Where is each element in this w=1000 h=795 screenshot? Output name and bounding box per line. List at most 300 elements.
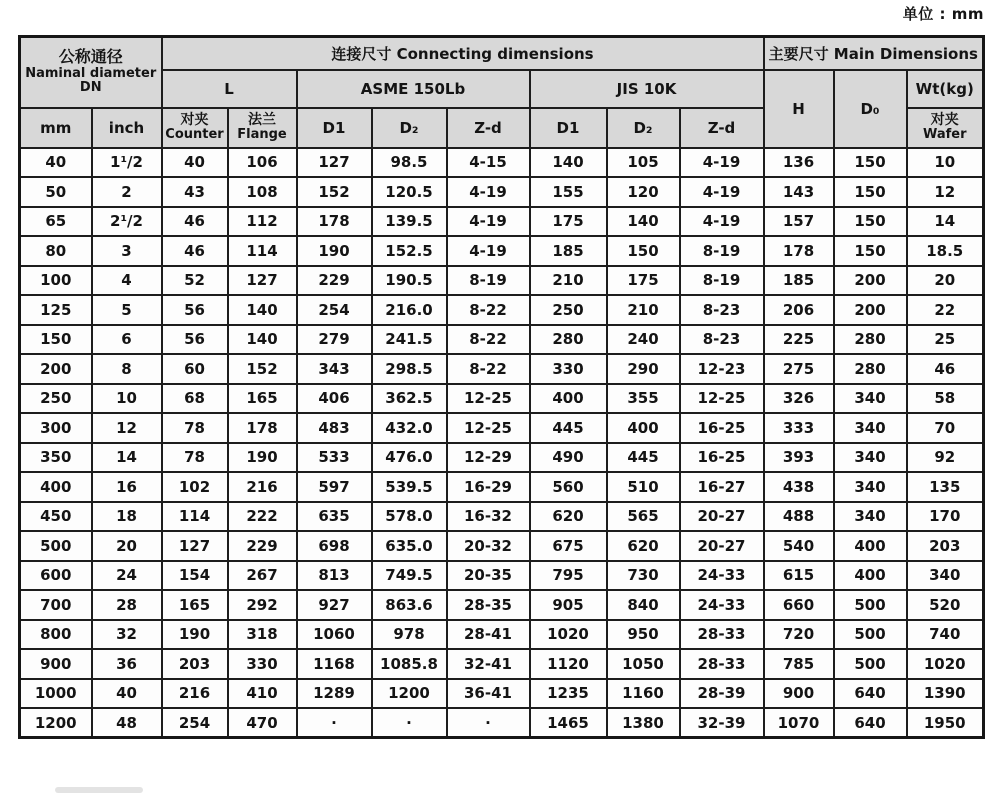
table-cell: 1070 (764, 708, 834, 738)
table-cell: 500 (834, 649, 907, 679)
table-cell: · (372, 708, 447, 738)
table-cell: 14 (92, 443, 162, 473)
table-cell: 343 (297, 354, 372, 384)
table-cell: 12-25 (680, 384, 764, 414)
table-cell: 150 (20, 325, 92, 355)
table-cell: 2 (92, 177, 162, 207)
table-cell: 8-22 (447, 354, 530, 384)
table-cell: 340 (834, 413, 907, 443)
flange-zh: 法兰 (248, 112, 276, 129)
table-cell: 393 (764, 443, 834, 473)
table-cell: 520 (907, 590, 984, 620)
table-cell: 28-33 (680, 649, 764, 679)
table-cell: 1¹/2 (92, 148, 162, 178)
table-cell: 597 (297, 472, 372, 502)
table-cell: 229 (228, 531, 297, 561)
header-h: H (764, 70, 834, 148)
table-cell: 362.5 (372, 384, 447, 414)
table-cell: 114 (162, 502, 228, 532)
table-cell: 450 (20, 502, 92, 532)
table-cell: 16-32 (447, 502, 530, 532)
table-cell: 28 (92, 590, 162, 620)
table-cell: 78 (162, 443, 228, 473)
table-cell: 12-23 (680, 354, 764, 384)
table-cell: 203 (162, 649, 228, 679)
table-cell: 28-41 (447, 620, 530, 650)
table-row (20, 236, 984, 266)
table-cell: 578.0 (372, 502, 447, 532)
table-cell: 8-22 (447, 325, 530, 355)
table-cell: 749.5 (372, 561, 447, 591)
table-cell: 1168 (297, 649, 372, 679)
table-cell: 1465 (530, 708, 607, 738)
table-cell: 318 (228, 620, 297, 650)
table-cell: 1289 (297, 679, 372, 709)
table-row (20, 502, 984, 532)
table-cell: 500 (20, 531, 92, 561)
table-cell: 100 (20, 266, 92, 296)
table-cell: 8-23 (680, 295, 764, 325)
table-cell: 1020 (907, 649, 984, 679)
table-cell: 216 (162, 679, 228, 709)
table-cell: 222 (228, 502, 297, 532)
table-cell: 114 (228, 236, 297, 266)
nominal-diameter-en: Naminal diameter (25, 65, 157, 81)
table-cell: 46 (907, 354, 984, 384)
table-cell: 152 (297, 177, 372, 207)
table-cell: 483 (297, 413, 372, 443)
table-cell: 108 (228, 177, 297, 207)
table-row (20, 531, 984, 561)
table-cell: 635 (297, 502, 372, 532)
table-cell: 476.0 (372, 443, 447, 473)
table-cell: 355 (607, 384, 680, 414)
table-cell: 950 (607, 620, 680, 650)
header-counter (162, 108, 228, 148)
table-cell: 210 (607, 295, 680, 325)
table-cell: 800 (20, 620, 92, 650)
table-cell: 863.6 (372, 590, 447, 620)
table-cell: 2¹/2 (92, 207, 162, 237)
table-row (20, 148, 984, 178)
table-cell: 298.5 (372, 354, 447, 384)
header-mm: mm (20, 108, 92, 148)
table-cell: 14 (907, 207, 984, 237)
table-cell: 795 (530, 561, 607, 591)
table-cell: 127 (162, 531, 228, 561)
table-cell: 640 (834, 679, 907, 709)
table-cell: 280 (530, 325, 607, 355)
table-row (20, 708, 984, 738)
table-cell: 540 (764, 531, 834, 561)
table-cell: 1050 (607, 649, 680, 679)
table-cell: 20 (907, 266, 984, 296)
table-cell: 275 (764, 354, 834, 384)
table-cell: 400 (607, 413, 680, 443)
table-row (20, 295, 984, 325)
flange-en: Flange (237, 127, 287, 143)
table-cell: 135 (907, 472, 984, 502)
table-cell: 98.5 (372, 148, 447, 178)
table-cell: 229 (297, 266, 372, 296)
table-cell: 4-19 (447, 207, 530, 237)
table-cell: 533 (297, 443, 372, 473)
table-cell: 1390 (907, 679, 984, 709)
header-jis-zd: Z-d (680, 108, 764, 148)
table-cell: 190 (162, 620, 228, 650)
table-cell: 105 (607, 148, 680, 178)
table-row (20, 561, 984, 591)
table-cell: 60 (162, 354, 228, 384)
table-cell: 267 (228, 561, 297, 591)
table-cell: 48 (92, 708, 162, 738)
wafer-zh: 对夹 (930, 112, 959, 129)
table-cell: 22 (907, 295, 984, 325)
table-cell: 165 (228, 384, 297, 414)
table-cell: 157 (764, 207, 834, 237)
table-row (20, 620, 984, 650)
table-cell: 254 (162, 708, 228, 738)
table-cell: 178 (297, 207, 372, 237)
table-cell: 900 (764, 679, 834, 709)
table-cell: 1000 (20, 679, 92, 709)
table-cell: 36-41 (447, 679, 530, 709)
header-wafer (907, 108, 984, 148)
scan-artifact (55, 787, 143, 793)
table-cell: 150 (834, 177, 907, 207)
header-asme-150lb: ASME 150Lb (297, 70, 530, 108)
table-cell: 698 (297, 531, 372, 561)
table-cell: 140 (228, 295, 297, 325)
table-cell: 175 (607, 266, 680, 296)
table-cell: 700 (20, 590, 92, 620)
table-cell: 102 (162, 472, 228, 502)
table-cell: 65 (20, 207, 92, 237)
table-cell: 279 (297, 325, 372, 355)
table-cell: 1060 (297, 620, 372, 650)
table-cell: 40 (92, 679, 162, 709)
table-cell: 200 (834, 266, 907, 296)
table-cell: 400 (834, 531, 907, 561)
table-cell: 28-33 (680, 620, 764, 650)
table-cell: 840 (607, 590, 680, 620)
table-cell: 813 (297, 561, 372, 591)
wafer-en: Wafer (922, 127, 967, 143)
header-asme-d2: D₂ (372, 108, 447, 148)
table-cell: 280 (834, 354, 907, 384)
table-cell: 4-19 (680, 177, 764, 207)
table-cell: 46 (162, 236, 228, 266)
header-asme-zd: Z-d (447, 108, 530, 148)
table-cell: 10 (92, 384, 162, 414)
header-wt-kg: Wt(kg) (907, 70, 984, 108)
header-connecting-dimensions: 连接尺寸 Connecting dimensions (162, 37, 764, 70)
table-cell: 185 (764, 266, 834, 296)
header-l-group: L (162, 70, 297, 108)
table-cell: 127 (297, 148, 372, 178)
table-row (20, 384, 984, 414)
table-cell: 203 (907, 531, 984, 561)
table-cell: 20-27 (680, 502, 764, 532)
table-cell: 730 (607, 561, 680, 591)
table-cell: 250 (20, 384, 92, 414)
table-cell: 36 (92, 649, 162, 679)
header-main-dimensions: 主要尺寸 Main Dimensions (764, 37, 984, 70)
header-flange (228, 108, 297, 148)
table-cell: 340 (834, 502, 907, 532)
table-cell: 1950 (907, 708, 984, 738)
table-cell: 300 (20, 413, 92, 443)
table-cell: 80 (20, 236, 92, 266)
table-cell: 200 (834, 295, 907, 325)
table-cell: 16-25 (680, 443, 764, 473)
table-cell: 6 (92, 325, 162, 355)
table-cell: 20-35 (447, 561, 530, 591)
table-cell: 28-39 (680, 679, 764, 709)
table-cell: 250 (530, 295, 607, 325)
table-cell: 16-29 (447, 472, 530, 502)
table-cell: 24-33 (680, 561, 764, 591)
table-cell: 500 (834, 620, 907, 650)
table-cell: 190.5 (372, 266, 447, 296)
table-cell: 20-27 (680, 531, 764, 561)
table-cell: 32-41 (447, 649, 530, 679)
table-cell: 206 (764, 295, 834, 325)
table-cell: 978 (372, 620, 447, 650)
counter-zh: 对夹 (180, 112, 209, 129)
table-cell: 1160 (607, 679, 680, 709)
table-cell: 675 (530, 531, 607, 561)
table-cell: 150 (834, 148, 907, 178)
table-cell: 40 (162, 148, 228, 178)
table-cell: 490 (530, 443, 607, 473)
table-cell: 78 (162, 413, 228, 443)
table-cell: 12 (92, 413, 162, 443)
table-cell: 165 (162, 590, 228, 620)
table-cell: 24 (92, 561, 162, 591)
table-cell: 178 (228, 413, 297, 443)
table-cell: 565 (607, 502, 680, 532)
table-cell: 8-22 (447, 295, 530, 325)
table-cell: 12 (907, 177, 984, 207)
table-cell: 43 (162, 177, 228, 207)
table-cell: 927 (297, 590, 372, 620)
table-cell: 1020 (530, 620, 607, 650)
table-cell: 8-19 (680, 236, 764, 266)
header-jis-d2: D₂ (607, 108, 680, 148)
table-cell: 400 (530, 384, 607, 414)
table-cell: 150 (834, 207, 907, 237)
table-cell: 140 (530, 148, 607, 178)
table-cell: 52 (162, 266, 228, 296)
table-cell: 50 (20, 177, 92, 207)
table-cell: 40 (20, 148, 92, 178)
table-cell: 20-32 (447, 531, 530, 561)
table-row (20, 177, 984, 207)
table-body (20, 148, 984, 738)
table-header (20, 37, 984, 148)
table-cell: 155 (530, 177, 607, 207)
table-cell: 720 (764, 620, 834, 650)
table-cell: 615 (764, 561, 834, 591)
table-row (20, 266, 984, 296)
table-cell: 216 (228, 472, 297, 502)
table-row (20, 679, 984, 709)
table-cell: 600 (20, 561, 92, 591)
table-cell: 785 (764, 649, 834, 679)
nominal-diameter-dn: DN (79, 80, 102, 96)
header-d0: D₀ (834, 70, 907, 148)
table-cell: 240 (607, 325, 680, 355)
table-cell: 16 (92, 472, 162, 502)
table-cell: 432.0 (372, 413, 447, 443)
header-jis-d1: D1 (530, 108, 607, 148)
table-cell: 254 (297, 295, 372, 325)
table-cell: 340 (834, 443, 907, 473)
table-cell: 900 (20, 649, 92, 679)
table-cell: 150 (834, 236, 907, 266)
table-cell: 1200 (20, 708, 92, 738)
table-cell: 32-39 (680, 708, 764, 738)
counter-en: Counter (165, 127, 224, 143)
table-cell: 28-35 (447, 590, 530, 620)
table-cell: · (447, 708, 530, 738)
dimensions-table (18, 35, 985, 739)
table-row (20, 413, 984, 443)
table-cell: 330 (530, 354, 607, 384)
table-row (20, 207, 984, 237)
table-cell: 200 (20, 354, 92, 384)
table-cell: 18 (92, 502, 162, 532)
table-row (20, 443, 984, 473)
table-cell: 333 (764, 413, 834, 443)
table-cell: · (297, 708, 372, 738)
table-cell: 1200 (372, 679, 447, 709)
table-cell: 350 (20, 443, 92, 473)
table-cell: 445 (607, 443, 680, 473)
table-cell: 280 (834, 325, 907, 355)
header-nominal-diameter (20, 37, 162, 108)
table-row (20, 325, 984, 355)
table-cell: 292 (228, 590, 297, 620)
table-cell: 10 (907, 148, 984, 178)
table-cell: 112 (228, 207, 297, 237)
table-cell: 620 (607, 531, 680, 561)
table-cell: 510 (607, 472, 680, 502)
table-cell: 340 (834, 472, 907, 502)
table-cell: 4-19 (447, 236, 530, 266)
header-asme-d1: D1 (297, 108, 372, 148)
table-cell: 125 (20, 295, 92, 325)
table-cell: 24-33 (680, 590, 764, 620)
table-cell: 326 (764, 384, 834, 414)
table-cell: 8-19 (680, 266, 764, 296)
table-cell: 140 (228, 325, 297, 355)
table-cell: 140 (607, 207, 680, 237)
table-cell: 150 (607, 236, 680, 266)
table-cell: 539.5 (372, 472, 447, 502)
table-cell: 4-19 (680, 207, 764, 237)
table-cell: 152 (228, 354, 297, 384)
table-cell: 241.5 (372, 325, 447, 355)
table-cell: 400 (834, 561, 907, 591)
table-cell: 4-15 (447, 148, 530, 178)
table-cell: 225 (764, 325, 834, 355)
table-row (20, 354, 984, 384)
table-cell: 4-19 (447, 177, 530, 207)
table-cell: 20 (92, 531, 162, 561)
table-cell: 8 (92, 354, 162, 384)
nominal-diameter-zh: 公称通径 (58, 47, 123, 67)
table-cell: 58 (907, 384, 984, 414)
table-cell: 136 (764, 148, 834, 178)
table-cell: 340 (907, 561, 984, 591)
table-cell: 1120 (530, 649, 607, 679)
table-cell: 5 (92, 295, 162, 325)
table-cell: 620 (530, 502, 607, 532)
table-cell: 470 (228, 708, 297, 738)
table-cell: 560 (530, 472, 607, 502)
table-cell: 500 (834, 590, 907, 620)
table-cell: 406 (297, 384, 372, 414)
table-cell: 92 (907, 443, 984, 473)
table-cell: 16-27 (680, 472, 764, 502)
table-cell: 190 (228, 443, 297, 473)
table-cell: 175 (530, 207, 607, 237)
table-cell: 1085.8 (372, 649, 447, 679)
table-cell: 178 (764, 236, 834, 266)
table-cell: 635.0 (372, 531, 447, 561)
table-cell: 400 (20, 472, 92, 502)
table-row (20, 590, 984, 620)
table-cell: 340 (834, 384, 907, 414)
table-cell: 640 (834, 708, 907, 738)
table-cell: 290 (607, 354, 680, 384)
table-cell: 216.0 (372, 295, 447, 325)
table-cell: 12-29 (447, 443, 530, 473)
table-cell: 3 (92, 236, 162, 266)
table-cell: 660 (764, 590, 834, 620)
table-cell: 170 (907, 502, 984, 532)
table-cell: 330 (228, 649, 297, 679)
table-cell: 120 (607, 177, 680, 207)
table-cell: 1380 (607, 708, 680, 738)
header-jis-10k: JIS 10K (530, 70, 764, 108)
table-cell: 106 (228, 148, 297, 178)
table-cell: 70 (907, 413, 984, 443)
table-cell: 25 (907, 325, 984, 355)
table-cell: 56 (162, 325, 228, 355)
table-cell: 445 (530, 413, 607, 443)
table-cell: 210 (530, 266, 607, 296)
table-cell: 154 (162, 561, 228, 591)
header-inch: inch (92, 108, 162, 148)
table-cell: 185 (530, 236, 607, 266)
table-cell: 190 (297, 236, 372, 266)
table-cell: 12-25 (447, 413, 530, 443)
table-row (20, 649, 984, 679)
table-cell: 120.5 (372, 177, 447, 207)
table-cell: 46 (162, 207, 228, 237)
table-cell: 4-19 (680, 148, 764, 178)
table-cell: 127 (228, 266, 297, 296)
table-cell: 1235 (530, 679, 607, 709)
table-cell: 8-19 (447, 266, 530, 296)
table-cell: 8-23 (680, 325, 764, 355)
table-row (20, 472, 984, 502)
table-cell: 410 (228, 679, 297, 709)
table-cell: 905 (530, 590, 607, 620)
